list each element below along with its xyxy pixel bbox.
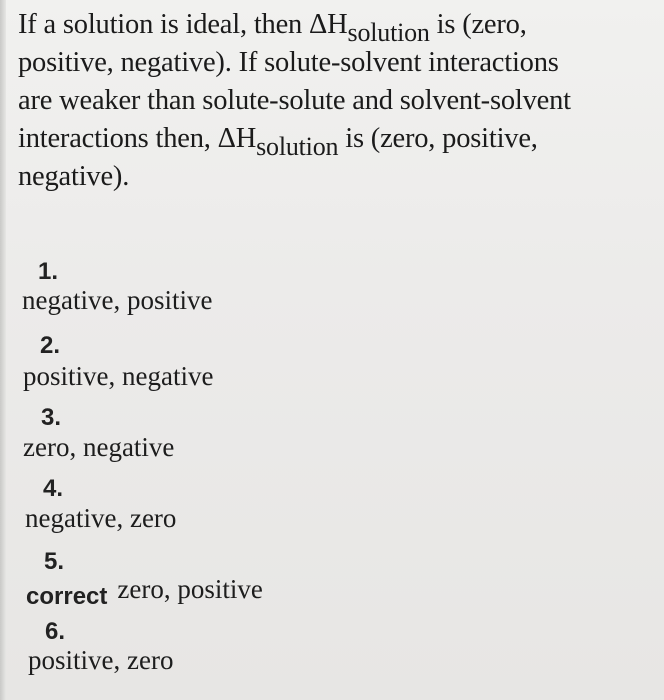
- option-2-text[interactable]: positive, negative: [23, 361, 214, 391]
- subscript-solution: solution: [256, 132, 339, 161]
- option-6-text[interactable]: positive, zero: [28, 645, 174, 675]
- question-line-4: interactions then, ΔHsolution is (zero, positive,: [18, 123, 538, 161]
- option-3-number: 3.: [41, 404, 62, 431]
- question-line-5: negative).: [18, 161, 130, 192]
- subscript-solution: solution: [347, 18, 430, 47]
- option-3-text[interactable]: zero, negative: [23, 432, 175, 462]
- option-6-number: 6.: [45, 618, 66, 645]
- option-1-text[interactable]: negative, positive: [22, 285, 213, 315]
- option-4-text[interactable]: negative, zero: [25, 503, 177, 533]
- option-5-answer[interactable]: [26, 574, 263, 611]
- question-text: [18, 6, 658, 196]
- option-2-number: 2.: [40, 332, 61, 359]
- option-1-number: 1.: [38, 258, 59, 285]
- question-line-3: are weaker than solute-solute and solvent-solvent: [18, 85, 571, 116]
- page-edge-shadow: [0, 0, 6, 700]
- question-line-1: If a solution is ideal, then ΔHsolution is (zero,: [18, 9, 527, 47]
- option-4-number: 4.: [43, 475, 64, 502]
- option-5-number: 5.: [44, 548, 65, 575]
- question-line-2: positive, negative). If solute-solvent interactions: [18, 47, 559, 78]
- option-5-text: zero, positive: [117, 574, 263, 604]
- correct-label: correct: [26, 583, 108, 610]
